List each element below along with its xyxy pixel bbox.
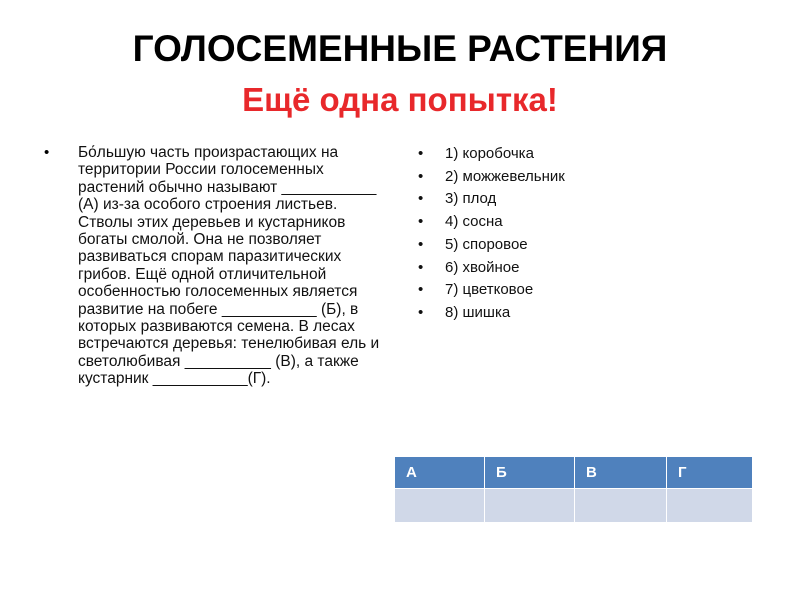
answer-cell-g[interactable] (667, 489, 753, 523)
bullet-icon: • (418, 258, 424, 276)
option-label: 3) плод (445, 190, 497, 208)
option-label: 7) цветковое (445, 281, 534, 299)
option-item (418, 234, 758, 257)
bullet-icon: • (418, 281, 424, 299)
option-label: 5) споровое (445, 235, 528, 253)
answer-header-g: Г (667, 457, 753, 489)
option-item (418, 279, 758, 302)
bullet-icon: • (418, 303, 424, 321)
option-label: 8) шишка (445, 303, 511, 321)
option-label: 1) коробочка (445, 145, 534, 162)
answer-cell-v[interactable] (575, 489, 667, 523)
answer-cell-a[interactable] (395, 489, 485, 523)
option-item (418, 143, 758, 166)
bullet-icon: • (418, 167, 424, 185)
option-item (418, 211, 758, 234)
option-label: 6) хвойное (445, 258, 520, 276)
answer-header-a: А (395, 457, 485, 489)
bullet-icon: • (418, 213, 424, 231)
option-item (418, 257, 758, 280)
option-item (418, 302, 758, 325)
bullet-icon: • (418, 190, 424, 208)
option-item (418, 188, 758, 211)
slide-title: ГОЛОСЕМЕННЫЕ РАСТЕНИЯ (132, 28, 668, 69)
answer-table (394, 456, 753, 523)
slide-subtitle: Ещё одна попытка! (242, 81, 558, 118)
bullet-icon: • (44, 144, 50, 161)
answer-table-header-row (395, 457, 753, 489)
answer-table-value-row (395, 489, 753, 523)
option-label: 4) сосна (445, 213, 503, 231)
bullet-icon: • (418, 235, 424, 253)
answer-cell-b[interactable] (485, 489, 575, 523)
options-list (418, 143, 758, 325)
option-label: 2) можжевельник (445, 167, 565, 185)
answer-header-b: Б (485, 457, 575, 489)
task-paragraph: Бо́льшую часть произрастающих на территории России голосеменных растений обычно называют ___________ (А) из-за особого строения листьев. Стволы этих деревьев и кустарников богаты смолой. Она не позволяет развиваться спорам паразитических грибов. Ещё одной отличительной особенностью голосеменных является развитие на побеге ___________ (Б), в которых развиваются семена. В лесах встречаются деревья: тенелюбивая ель и светолюбивая __________ (В), а также кустарник ___________(Г). (78, 144, 380, 388)
answer-header-v: В (575, 457, 667, 489)
option-item (418, 166, 758, 189)
bullet-icon: • (418, 145, 424, 162)
